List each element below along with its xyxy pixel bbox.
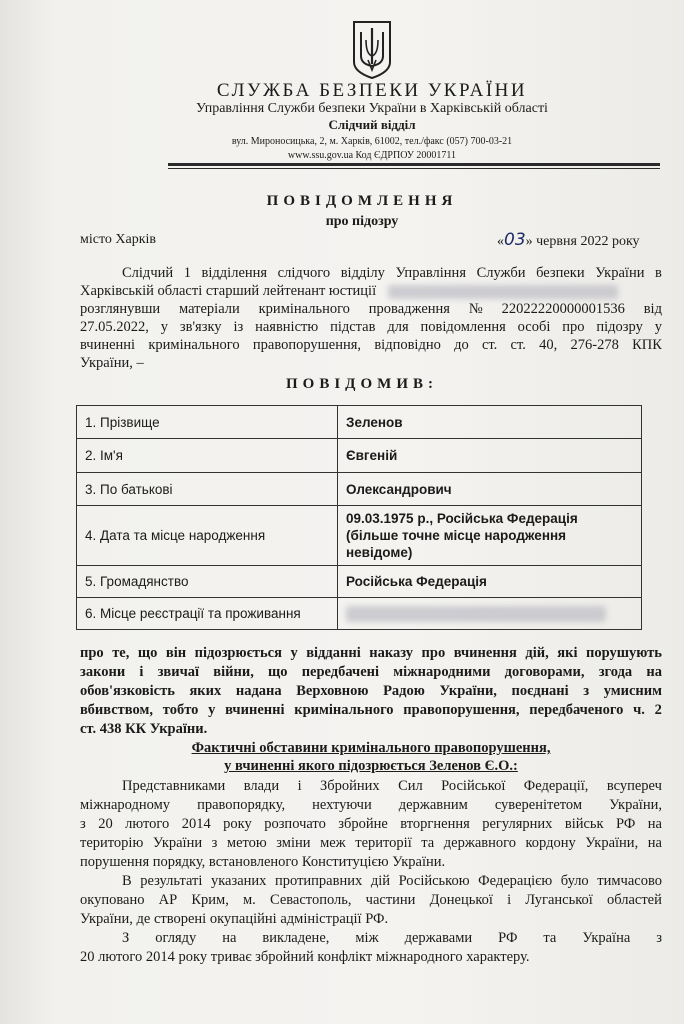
row-value: Євгеній: [338, 439, 642, 473]
intro-line-2-text: Харківській області старший лейтенант юстиції: [80, 283, 377, 299]
word: територію: [80, 835, 144, 851]
row-value: [338, 598, 642, 630]
header-divider-thick: [168, 163, 660, 166]
word: Федерації,: [523, 778, 589, 794]
word: З: [122, 930, 130, 946]
word: областей: [606, 892, 662, 908]
word: частини: [365, 892, 416, 908]
word: №: [468, 301, 483, 317]
word: Російської: [441, 778, 506, 794]
word: дій: [370, 873, 390, 889]
suspicion-line-3: [80, 683, 662, 701]
word: він: [165, 645, 187, 661]
word: в: [655, 265, 662, 281]
word: Севастополь,: [269, 892, 352, 908]
word: лютого: [125, 816, 170, 832]
word: кордону: [525, 835, 576, 851]
row-label: 5. Громадянство: [77, 566, 338, 598]
word: і: [139, 664, 144, 680]
word: надана: [235, 683, 282, 699]
word: слідчого: [277, 265, 331, 281]
facts-p1-line-2: [80, 797, 662, 815]
word: для: [387, 319, 409, 335]
word: договорами,: [504, 664, 585, 680]
word: на: [647, 816, 662, 832]
word: з: [656, 930, 662, 946]
word: з: [211, 835, 218, 851]
word: Радою: [383, 683, 425, 699]
word: України: [152, 835, 203, 851]
birth-place-note: (більше точне місце народження: [346, 528, 567, 543]
word: окуповано: [80, 892, 145, 908]
word: Крим,: [191, 892, 229, 908]
word: вбивством,: [80, 702, 154, 718]
word: кримінального: [148, 337, 240, 353]
word: протиправних: [275, 873, 363, 889]
word: війни,: [213, 664, 254, 680]
word: на: [647, 835, 662, 851]
department-name: Слідчий відділ: [328, 117, 416, 132]
intro-line-2: [80, 283, 662, 301]
word: влади: [243, 778, 280, 794]
word: тимчасово: [597, 873, 662, 889]
facts-p3-line-1: [122, 930, 662, 948]
word: 2014: [181, 816, 211, 832]
word: АР: [158, 892, 178, 908]
word: що: [268, 664, 288, 680]
facts-p3-line-2: 20 лютого 2014 року триває збройний конфлікт міжнародного характеру.: [80, 949, 530, 965]
facts-p1-line-4: [80, 835, 662, 853]
word: Збройних: [320, 778, 380, 794]
facts-p2-line-3: України, де створені окупаційні адміністрації РФ.: [80, 911, 389, 927]
word: з: [80, 816, 86, 832]
word: державним: [398, 797, 468, 813]
word: вчинення: [453, 645, 517, 661]
word: відданні: [306, 645, 361, 661]
row-label: 1. Прізвище: [77, 406, 338, 439]
word: регулярних: [482, 816, 553, 832]
word: результаті: [140, 873, 203, 889]
word: у: [208, 702, 216, 718]
word: матеріали: [179, 301, 240, 317]
word: України: [595, 265, 645, 281]
trident-emblem-icon: [351, 20, 393, 80]
word: та: [543, 930, 557, 946]
word: указаних: [210, 873, 267, 889]
word: обов'язковість: [80, 683, 175, 699]
table-row: [77, 566, 642, 598]
suspicion-line-2: [80, 664, 662, 682]
table-row: [77, 473, 642, 506]
word: підозрюється: [194, 645, 282, 661]
word: передбаченого: [529, 702, 624, 718]
word: Представниками: [122, 778, 226, 794]
word: між: [355, 930, 379, 946]
row-value: [338, 506, 642, 566]
intro-line-5: [80, 337, 662, 355]
intro-line-4: [80, 319, 662, 337]
word: викладене,: [262, 930, 330, 946]
word: підстав: [330, 319, 376, 335]
org-subtitle: Управління Служби безпеки України в Харківській області: [196, 101, 548, 116]
suspicion-line-5: ст. 438 КК України.: [80, 721, 208, 737]
date-month-year: » червня 2022 року: [525, 234, 640, 249]
word: України,: [609, 797, 662, 813]
header-divider-thin: [168, 168, 660, 169]
intro-line-1: [122, 265, 662, 283]
word: Російською: [398, 873, 470, 889]
word: Служби: [476, 265, 526, 281]
word: ст.: [481, 337, 498, 353]
word: України,: [439, 683, 497, 699]
word: зв'язку: [179, 319, 222, 335]
word: поєднані: [511, 683, 569, 699]
word: до: [454, 337, 469, 353]
table-row: [77, 598, 642, 630]
word: з: [583, 683, 590, 699]
word: вторгнення: [400, 816, 470, 832]
word: у: [290, 645, 298, 661]
word: Україна: [582, 930, 631, 946]
word: 22022220000001536: [501, 301, 625, 317]
word: України,: [585, 835, 639, 851]
table-row: [77, 506, 642, 566]
word: Управління: [395, 265, 466, 281]
word: військ: [564, 816, 604, 832]
word: безпеки: [536, 265, 585, 281]
row-value: Олександрович: [338, 473, 642, 506]
word: правопорядку,: [197, 797, 286, 813]
row-value: Зеленов: [338, 406, 642, 439]
facts-heading-2: у вчиненні якого підозрюється Зеленов Є.О.:: [224, 758, 518, 774]
document-city: місто Харків: [80, 232, 157, 247]
word: провадження: [368, 301, 450, 317]
notified-heading: ПОВІДОМИВ:: [286, 376, 438, 392]
word: про: [562, 319, 585, 335]
word: огляду: [155, 930, 197, 946]
word: із: [233, 319, 244, 335]
org-website: www.ssu.gov.ua Код ЄДРПОУ 20001711: [287, 150, 457, 161]
word: міжнародними: [393, 664, 491, 680]
word: на: [646, 664, 662, 680]
word: Федерацією: [478, 873, 553, 889]
word: м.: [243, 892, 256, 908]
word: нехтуючи: [312, 797, 372, 813]
word: 20: [98, 816, 113, 832]
word: розпочато: [264, 816, 326, 832]
word: вчиненні: [225, 702, 285, 718]
word: 2: [654, 702, 662, 718]
word: року: [223, 816, 252, 832]
word: про: [421, 645, 446, 661]
word: від: [643, 301, 662, 317]
word: на: [222, 930, 237, 946]
word: наказу: [369, 645, 414, 661]
word: В: [122, 873, 132, 889]
word: правопорушення,: [403, 702, 520, 718]
word: Слідчий: [122, 265, 174, 281]
word: порушують: [586, 645, 662, 661]
row-label: 4. Дата та місце народження: [77, 506, 338, 566]
row-label: 2. Ім'я: [77, 439, 338, 473]
word: про: [80, 645, 104, 661]
word: меж: [320, 835, 346, 851]
word: умисним: [603, 683, 662, 699]
word: передбачені: [301, 664, 380, 680]
word: те,: [112, 645, 130, 661]
suspicion-line-1: [80, 645, 662, 663]
word: правопорушення,: [252, 337, 362, 353]
table-row: [77, 406, 642, 439]
document-title: ПОВІДОМЛЕННЯ: [266, 193, 458, 209]
word: кримінального: [294, 702, 394, 718]
word: ч.: [633, 702, 645, 718]
word: звичаї: [157, 664, 200, 680]
word: 27.05.2022,: [80, 319, 149, 335]
word: державного: [443, 835, 516, 851]
word: дій,: [525, 645, 549, 661]
intro-line-3: [80, 301, 662, 319]
word: Луганської: [525, 892, 593, 908]
word: та: [421, 835, 435, 851]
org-title: СЛУЖБА БЕЗПЕКИ УКРАЇНИ: [216, 80, 528, 101]
word: яких: [189, 683, 222, 699]
word: згода: [598, 664, 633, 680]
word: 1: [183, 265, 191, 281]
row-value: Російська Федерація: [338, 566, 642, 598]
word: і: [507, 892, 512, 908]
row-label: 6. Місце реєстрації та проживання: [77, 598, 338, 630]
word: території: [355, 835, 412, 851]
suspicion-line-4: [80, 702, 662, 720]
word: підозру: [596, 319, 643, 335]
table-row: [77, 439, 642, 473]
word: тобто: [162, 702, 199, 718]
word: метою: [226, 835, 267, 851]
word: КПК: [632, 337, 662, 353]
word: всупереч: [606, 778, 662, 794]
word: РФ: [498, 930, 518, 946]
word: закони: [80, 664, 126, 680]
word: Донецької: [429, 892, 493, 908]
document-subtitle: про підозру: [325, 214, 399, 229]
word: повідомлення: [420, 319, 506, 335]
word: що: [137, 645, 158, 661]
facts-p1-line-5: порушення порядку, встановленого Конституцією України.: [80, 854, 446, 870]
word: міжнародному: [80, 797, 171, 813]
word: 276-278: [570, 337, 619, 353]
word: кримінального: [258, 301, 350, 317]
word: було: [560, 873, 589, 889]
date-day-handwritten: 03: [504, 230, 526, 250]
word: зміни: [276, 835, 311, 851]
facts-p2-line-2: [80, 892, 662, 910]
word: розглянувши: [80, 301, 161, 317]
word: державами: [404, 930, 473, 946]
facts-p1-line-1: [122, 778, 662, 796]
word: Сил: [398, 778, 423, 794]
word: особі: [517, 319, 551, 335]
word: вчиненні: [80, 337, 136, 353]
birth-date-place: 09.03.1975 р., Російська Федерація: [346, 511, 578, 526]
word: які: [557, 645, 578, 661]
facts-p2-line-1: [122, 873, 662, 891]
word: відділення: [201, 265, 268, 281]
word: у: [160, 319, 168, 335]
intro-line-6: України, –: [80, 355, 144, 371]
word: наявністю: [255, 319, 319, 335]
birth-place-note-cont: невідоме): [346, 545, 413, 560]
date-open-quote: «: [497, 234, 504, 249]
row-label: 3. По батькові: [77, 473, 338, 506]
word: у: [654, 319, 662, 335]
word: 40,: [539, 337, 558, 353]
document-date: [497, 230, 640, 250]
word: РФ: [616, 816, 636, 832]
word: відповідно: [374, 337, 441, 353]
suspect-info-table: [76, 405, 642, 630]
word: ст.: [510, 337, 526, 353]
word: Верховною: [296, 683, 369, 699]
redacted-address: [346, 606, 606, 622]
word: суверенітетом: [494, 797, 583, 813]
facts-p1-line-3: [80, 816, 662, 834]
word: відділу: [340, 265, 385, 281]
org-address: вул. Мироносицька, 2, м. Харків, 61002, тел./факс (057) 700-03-21: [231, 136, 513, 147]
facts-heading-1: Фактичні обставини кримінального правопорушення,: [191, 740, 551, 756]
word: і: [297, 778, 302, 794]
redacted-name: [388, 285, 618, 299]
word: збройне: [338, 816, 388, 832]
